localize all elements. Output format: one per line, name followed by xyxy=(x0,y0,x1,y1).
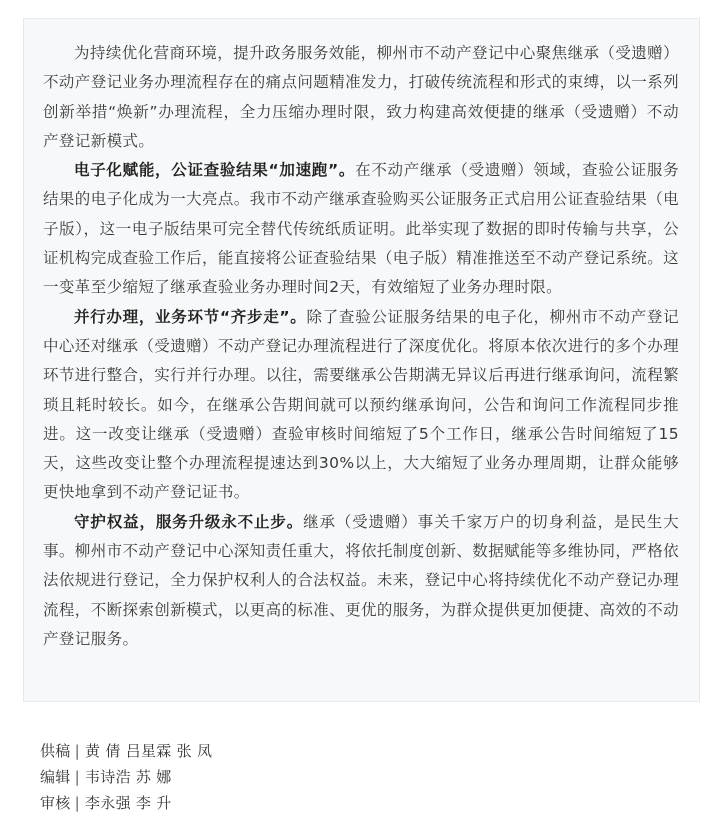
paragraph-digital-text: 在不动产继承（受遗赠）领域，查验公证服务结果的电子化成为一大亮点。我市不动产继承查验购买公证服务正式启用公证查验结果（电子版），这一电子版结果可完全替代传统纸质证明。此举实现了数据的即时传输与共享，公证机构完成查验工作后，能直接将公证查验结果（电子版）精准推送至不动产登记系统。这一变革至少缩短了继承查验业务办理时间2天，有效缩短了业务办理时限。 xyxy=(43,161,680,297)
credit-reviewer-separator: | xyxy=(74,794,80,812)
credit-reviewer-names: 李永强 李 升 xyxy=(84,794,172,812)
credit-contributor-label: 供稿 xyxy=(40,742,71,760)
paragraph-digital-lead: 电子化赋能，公证查验结果“加速跑”。 xyxy=(74,161,356,180)
credits xyxy=(40,738,640,816)
credit-editor-names: 韦诗浩 苏 娜 xyxy=(84,768,172,786)
paragraph-parallel-lead: 并行办理，业务环节“齐步走”。 xyxy=(74,307,307,326)
paragraph-rights xyxy=(43,508,679,654)
paragraph-digital xyxy=(43,156,679,302)
credit-contributor-separator: | xyxy=(74,742,80,760)
paragraph-parallel xyxy=(43,303,679,508)
paragraph-rights-text: 继承（受遗赠）事关千家万户的切身利益，是民生大事。柳州市不动产登记中心深知责任重大，将依托制度创新、数据赋能等多维协同，严格依法依规进行登记，全力保护权利人的合法权益。未来，登记中心将持续优化不动产登记办理流程，不断探索创新模式，以更高的标准、更优的服务，为群众提供更加便捷、高效的不动产登记服务。 xyxy=(43,512,680,648)
article-body xyxy=(23,18,700,702)
credit-contributor-names: 黄 倩 吕星霖 张 凤 xyxy=(84,742,213,760)
credit-editor-label: 编辑 xyxy=(40,768,71,786)
credit-editor xyxy=(40,764,640,790)
credit-reviewer-label: 审核 xyxy=(40,794,71,812)
paragraph-parallel-text: 除了查验公证服务结果的电子化，柳州市不动产登记中心还对继承（受遗赠）不动产登记办理流程进行了深度优化。将原本依次进行的多个办理环节进行整合，实行并行办理。以往，需要继承公告期满无异议后再进行继承询问，流程繁琐且耗时较长。如今，在继承公告期间就可以预约继承询问，公告和询问工作流程同步推进。这一改变让继承（受遗赠）查验审核时间缩短了5个工作日，继承公告时间缩短了15天，这些改变让整个办理流程提速达到30%以上，大大缩短了业务办理周期，让群众能够更快地拿到不动产登记证书。 xyxy=(43,307,680,502)
credit-editor-separator: | xyxy=(74,768,80,786)
paragraph-rights-lead: 守护权益，服务升级永不止步。 xyxy=(74,512,304,531)
paragraph-intro xyxy=(43,39,679,156)
paragraph-intro-text: 为持续优化营商环境，提升政务服务效能，柳州市不动产登记中心聚焦继承（受遗赠）不动产登记业务办理流程存在的痛点问题精准发力，打破传统流程和形式的束缚，以一系列创新举措“焕新”办理流程，全力压缩办理时限，致力构建高效便捷的继承（受遗赠）不动产登记新模式。 xyxy=(43,44,680,150)
credit-reviewer xyxy=(40,790,640,816)
credit-contributor xyxy=(40,738,640,764)
